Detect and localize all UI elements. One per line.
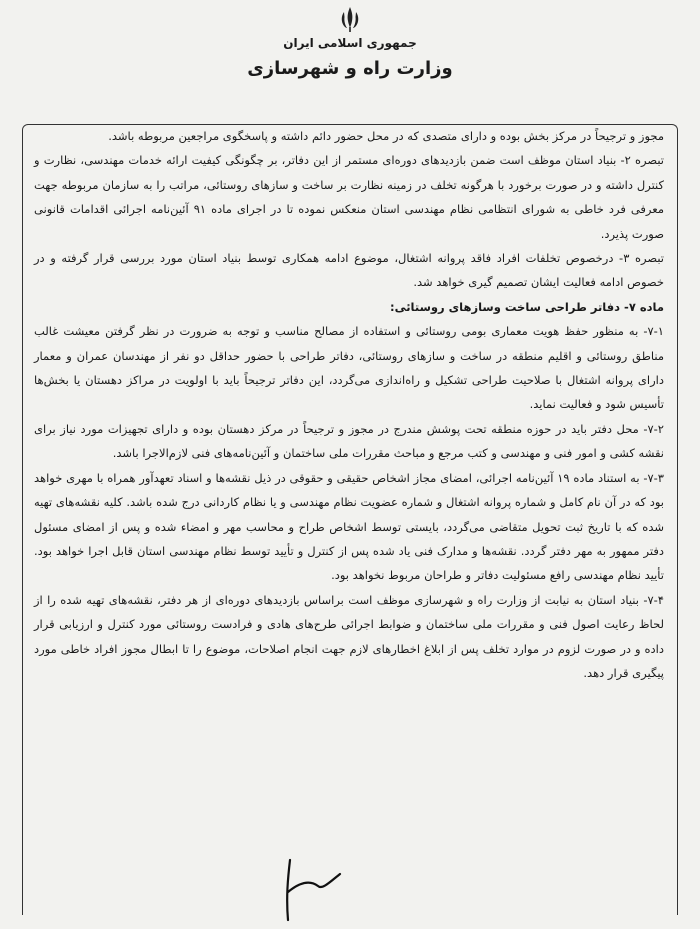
paragraph-continuation: مجوز و ترجیحاً در مرکز بخش بوده و دارای متصدی که در محل حضور دائم داشته و پاسخگوی مراجعین مربوطه باشد. — [108, 129, 664, 143]
country-name: جمهوری اسلامی ایران — [283, 36, 417, 50]
item-7-4: ۷-۴- بنیاد استان به نیابت از وزارت راه و شهرسازی موظف است براساس بازدیدهای دوره‌ای از هر دفتر، نقشه‌های تهیه شده را از لحاظ رعایت اصول فنی و مقررات ملی ساختمان و ضوابط اجرائی طرح‌های هادی و فرادست روستائی مورد کنترل و ارزیابی قرار داده و در صورت لزوم در موارد تخلف پس از ابلاغ اخطارهای لازم جهت انجام اصلاحات، موضوع را تا ابطال مجوز افراد خاطی مورد پیگیری قرار دهد. — [34, 592, 664, 680]
signature — [270, 852, 360, 924]
letterhead — [0, 0, 700, 110]
item-7-3: ۷-۳- به استناد ماده ۱۹ آئین‌نامه اجرائی، امضای مجاز اشخاص حقیقی و حقوقی در ذیل نقشه‌ها و اسناد تعهدآور همراه با مهری خواهد بود که در آن نام کامل و شماره پروانه اشتغال و شماره عضویت نظام مهندسی و یا نظام کاردانی درج شده باشد. کلیه نقشه‌های تهیه شده که با تاریخ ثبت تحویل متقاضی می‌گردد، بایستی توسط اشخاص طراح و محاسب مهر و امضاء شده و پس از امضای مسئول دفتر ممهور به مهر دفتر گردد. نقشه‌ها و مدارک فنی یاد شده پس از کنترل و تأیید توسط نظام مهندسی استان قابل اجرا خواهد بود. تأیید نظام مهندسی رافع مسئولیت دفاتر و طراحان مربوط نخواهد بود. — [34, 470, 664, 583]
note-3: تبصره ۳- درخصوص تخلفات افراد فاقد پروانه اشتغال، موضوع ادامه همکاری توسط بنیاد استان مورد بررسی قرار گرفته و در خصوص ادامه فعالیت ایشان تصمیم گیری خواهد شد. — [34, 251, 664, 290]
item-7-2: ۷-۲- محل دفتر باید در حوزه منطقه تحت پوشش مندرج در مجوز و ترجیحاً در مرکز دهستان بوده و دارای تجهیزات مورد نیاز برای نقشه کشی و امور فنی و مهندسی و کتب مرجع و مباحث مقررات ملی ساختمان و آئین‌نامه‌های فنی لازم‌الاجرا باشد. — [34, 421, 664, 461]
note-2: تبصره ۲- بنیاد استان موظف است ضمن بازدیدهای دوره‌ای مستمر از این دفاتر، بر چگونگی کیفیت ارائه خدمات مهندسی، نظارت و کنترل داشته و در صورت برخورد با هرگونه تخلف در زمینه نظارت بر ساخت و سازهای روستائی، مراتب را به سازمان مربوطه جهت معرفی فرد خاطی به شورای انتظامی نظام مهندسی استان منعکس نموده تا در اجرای ماده ۹۱ آئین‌نامه اجرائی اقدامات قانونی صورت پذیرد. — [34, 153, 665, 241]
item-7-1: ۷-۱- به منظور حفظ هویت معماری بومی روستائی و استفاده از مصالح مناسب و توجه به ضرورت در نظر گرفتن معیشت غالب مناطق روستائی و اقلیم منطقه در ساخت و سازهای روستائی، دفاتر طراحی با حضور حداقل دو نفر از مهندسان عمران و معمار دارای پروانه اشتغال با صلاحیت طراحی تشکیل و راه‌اندازی می‌گردد، این دفاتر ترجیحاً باید با اولویت در مراکز دهستان یا بخش‌ها تأسیس شود و فعالیت نماید. — [34, 324, 664, 412]
article-7-heading: ماده ۷- دفاتر طراحی ساخت وسازهای روستائی: — [390, 299, 664, 314]
ministry-name: وزارت راه و شهرسازی — [247, 58, 453, 79]
document-body — [34, 124, 664, 685]
iran-emblem-icon — [335, 4, 365, 34]
